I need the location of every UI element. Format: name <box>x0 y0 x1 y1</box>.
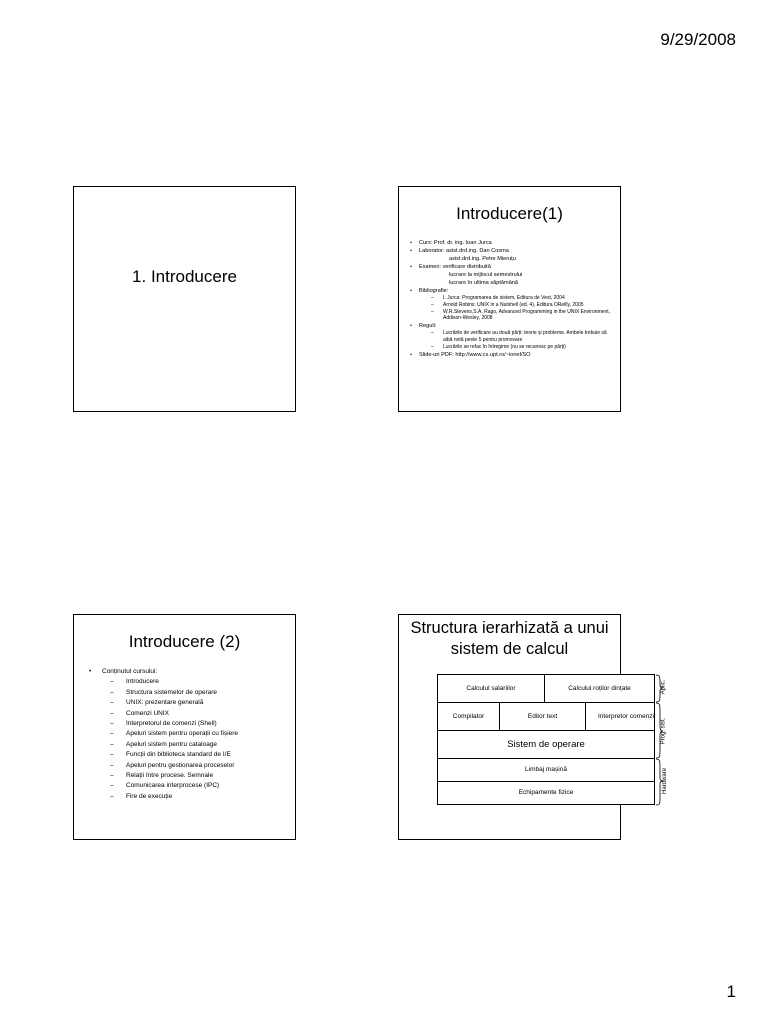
rules-heading: Reguli: <box>419 323 437 330</box>
list-item <box>409 287 612 322</box>
list-item: – Structura sistemelor de operare <box>104 688 289 698</box>
page-number: 1 <box>726 982 736 1001</box>
list-item: asist.drd.ing. Petre Mieruțu <box>449 256 516 262</box>
layer-compiler: Compilator <box>437 702 500 731</box>
slide-1 <box>73 186 296 412</box>
list-item: – Apeluri sistem pentru operații cu fișiere <box>104 729 289 739</box>
slide-2-bullets <box>409 239 612 359</box>
list-item: – Comunicarea interprocese (IPC) <box>104 781 289 791</box>
layer-diagram <box>437 674 669 834</box>
layer-text-editor: Editor text <box>499 702 586 731</box>
list-item <box>409 322 612 350</box>
list-item: – Apeluri sistem pentru cataloage <box>104 740 289 750</box>
label-applications: Aplic. <box>660 679 667 695</box>
slide-1-title: 1. Introducere <box>132 267 237 286</box>
slide-2 <box>398 186 621 412</box>
layer-shell: Interpretor comenzi <box>585 702 655 731</box>
list-item: lucrare la mijlocul semestrului <box>449 272 523 278</box>
list-item: – Arnold Robins: UNIX in a Nutshell (ed. 4), Editura OReilly, 2005 <box>429 302 612 309</box>
list-item <box>88 667 289 802</box>
layer-gears: Calculul roților dințate <box>544 674 655 703</box>
layer-os: Sistem de operare <box>437 730 655 759</box>
slide-4 <box>398 614 669 840</box>
list-item: – Lucrările de verificare au două părți: teorie și probleme. Ambele trebuie să aibă notă peste 5 pentru promovare <box>429 330 612 344</box>
list-item: lucrare în ultima săptămână <box>449 280 519 286</box>
bibliography-heading: Bibliografie: <box>419 288 449 294</box>
layer-payroll: Calculul salariilor <box>437 674 545 703</box>
slide-3 <box>73 614 296 840</box>
list-item: – Apeluri pentru gestionarea proceselor <box>104 761 289 771</box>
list-item: – UNIX: prezentare generală <box>104 698 289 708</box>
label-hardware: Hardware <box>662 767 669 795</box>
slide-3-title: Introducere (2) <box>128 632 241 651</box>
list-item: – Comenzi UNIX <box>104 709 289 719</box>
list-item: – I. Jurca: Programarea de sistem, Editura de Vest, 2004 <box>429 295 612 302</box>
slide-3-bullets <box>88 667 289 802</box>
course-content-heading: Conținutul cursului: <box>102 668 158 675</box>
slide-4-title: Structura ierarhizată a unui sistem de calcul <box>410 619 609 658</box>
list-item: • Curs: Prof. dr. ing. Ioan Jurca <box>409 239 612 247</box>
list-item: – W.R.Stevens,S.A. Rago, Advanced Programming in the UNIX Environment, Addison-Wesley, 2008 <box>429 309 612 323</box>
list-item: • Examen: verificare distribuită <box>409 263 612 271</box>
page-date: 9/29/2008 <box>660 30 736 49</box>
label-system-programs: Prog. sist. <box>660 717 667 745</box>
rules-list <box>429 330 612 350</box>
layer-machine-language: Limbaj mașină <box>437 758 655 782</box>
list-item: – Funcții din biblioteca standard de I/E <box>104 750 289 760</box>
list-item: – Interpretorul de comenzi (Shell) <box>104 719 289 729</box>
list-item: – Lucrările se refac în întregime (nu se recunosc pe părți) <box>429 344 612 351</box>
list-item: • Laborator: asist.drd.ing. Dan Cosma <box>409 247 612 255</box>
bibliography-list <box>429 295 612 322</box>
list-item: • Slide-uri PDF: http://www.cs.upt.ro/~ionel/SO <box>409 351 612 359</box>
slide-2-title: Introducere(1) <box>456 204 563 223</box>
layer-hardware: Echipamente fizice <box>437 781 655 805</box>
course-content-list <box>104 677 289 802</box>
list-item: – Introducere <box>104 677 289 687</box>
list-item: – Relații între procese. Semnale <box>104 771 289 781</box>
list-item: – Fire de execuție <box>104 792 289 802</box>
